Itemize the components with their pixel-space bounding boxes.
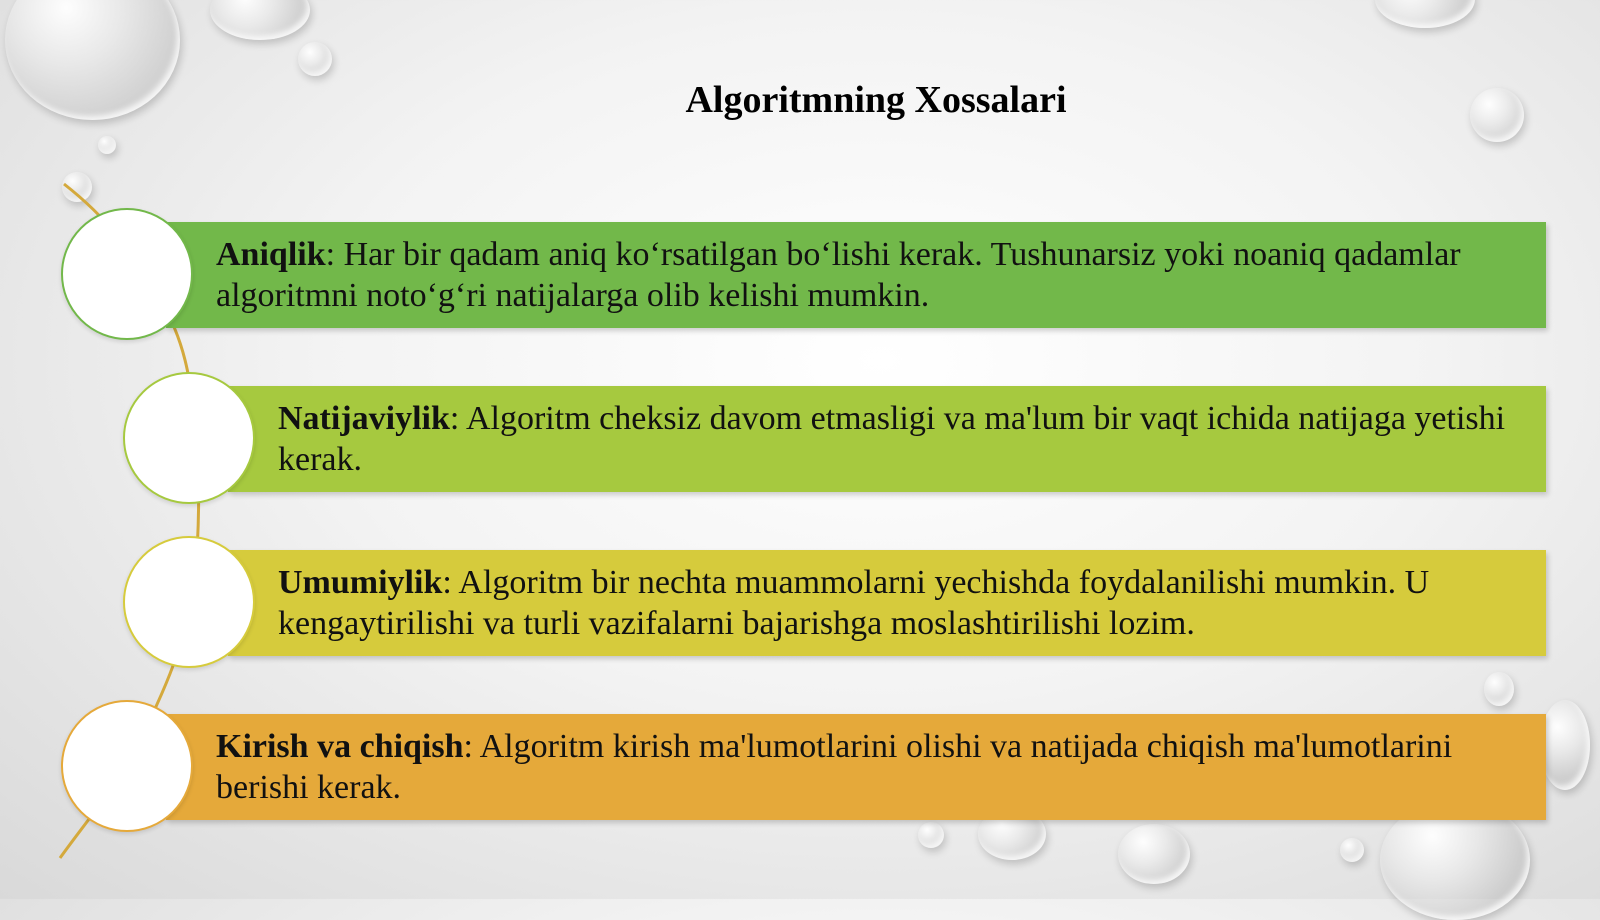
property-bar-umumiylik [228,550,1546,656]
property-bar-natijaviylik [228,386,1546,492]
property-term: Umumiylik [278,564,443,601]
property-term: Aniqlik [216,236,326,273]
property-bar-aniqlik [166,222,1546,328]
property-circle-aniqlik [61,208,193,340]
property-circle-natijaviylik [123,372,255,504]
property-text: Aniqlik: Har bir qadam aniq ko‘rsatilgan bo‘lishi kerak. Tushunarsiz yoki noaniq qadamlar algoritmni noto‘g‘ri natijalarga olib kelishi mumkin. [216,236,1461,314]
property-text: Natijaviylik: Algoritm cheksiz davom etmasligi va ma'lum bir vaqt ichida natijaga yetishi kerak. [278,400,1506,478]
slide-title: Algoritmning Xossalari [685,79,1067,121]
property-circle-umumiylik [123,536,255,668]
property-text: Umumiylik: Algoritm bir nechta muammolarni yechishda foydalanilishi mumkin. U kengaytirilishi va turli vazifalarni bajarishga moslashtirilishi lozim. [278,564,1430,642]
property-term: Kirish va chiqish [216,728,464,765]
property-circle-kirish-va-chiqish [61,700,193,832]
property-text: Kirish va chiqish: Algoritm kirish ma'lumotlarini olishi va natijada chiqish ma'lumotlarini berishi kerak. [216,728,1453,806]
property-bar-kirish-va-chiqish [166,714,1546,820]
property-term: Natijaviylik [278,400,450,437]
